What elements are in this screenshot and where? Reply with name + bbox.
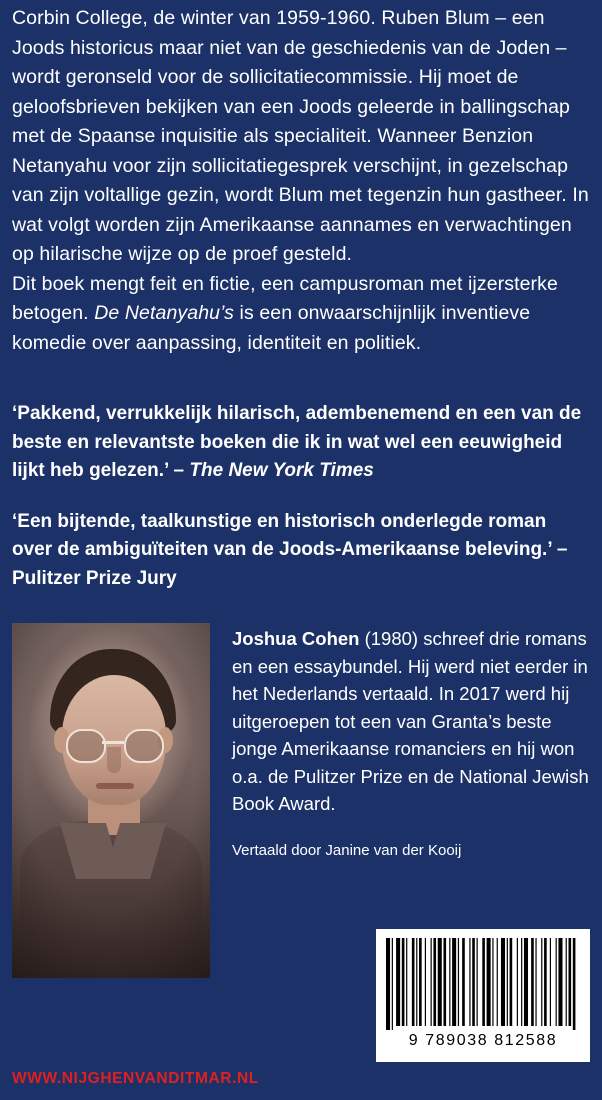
author-section	[12, 623, 590, 978]
review-quote-2-source: Pulitzer Prize Jury	[12, 567, 177, 589]
barcode-number: 9 789038 812588	[408, 1032, 558, 1049]
blurb-paragraph-2-part2: is een onwaarschijnlijk inventieve komedie over aanpassing, identiteit en politiek.	[12, 302, 531, 354]
blurb-paragraph-2-part1: Dit boek mengt feit en fictie, een campusroman met ijzersterke betogen.	[12, 272, 558, 324]
blurb-paragraph-1: Corbin College, de winter van 1959-1960. Ruben Blum – een Joods historicus maar niet van de geschiedenis van de Joden – wordt geronseld voor de sollicitatiecommissie. Hij moet de geloofsbrieven bekijken van een Joods geleerde in ballingschap met de Spaanse inquisitie als specialiteit. Wanneer Benzion Netanyahu voor zijn sollicitatiegesprek verschijnt, in gezelschap van zijn voltallige gezin, wordt Blum met tegenzin hun gastheer. In wat volgt worden zijn Amerikaanse aannames en verwachtingen op hilarische wijze op de proef gesteld.	[12, 7, 589, 265]
author-bio-text: (1980) schreef drie romans en een essaybundel. Hij werd niet eerder in het Nederlands vertaald. In 2017 werd hij uitgeroepen tot een van Granta’s beste jonge Amerikaanse romanciers en hij won o.a. de Pulitzer Prize en de National Jewish Book Award.	[232, 628, 589, 814]
blurb-text	[12, 0, 590, 358]
author-name: Joshua Cohen	[232, 628, 360, 649]
author-bio-block	[210, 623, 590, 862]
review-quotes	[12, 400, 590, 593]
review-quote-1-source: The New York Times	[189, 460, 374, 481]
author-bio	[232, 625, 590, 818]
barcode-block	[376, 929, 590, 1062]
review-quote-1-text: ‘Pakkend, verrukkelijk hilarisch, adembenemend en een van de beste en relevantste boeken die ik in wat wel een eeuwigheid lijkt heb gelezen.’ –	[12, 403, 582, 481]
review-quote-2-text: ‘Een bijtende, taalkunstige en historisch onderlegde roman over de ambiguïteiten van de Joods-Amerikaanse beleving.’ –	[12, 510, 568, 560]
review-quote-2	[12, 508, 590, 594]
review-quote-1	[12, 400, 590, 486]
blurb-paragraph-2	[12, 270, 590, 359]
portrait-vignette	[12, 623, 210, 978]
translator-credit: Vertaald door Janine van der Kooij	[232, 841, 462, 859]
barcode-image	[386, 938, 580, 1030]
publisher-website: WWW.NIJGHENVANDITMAR.NL	[12, 1070, 259, 1087]
book-title-italic: De Netanyahu’s	[94, 302, 235, 324]
author-portrait	[12, 623, 210, 978]
